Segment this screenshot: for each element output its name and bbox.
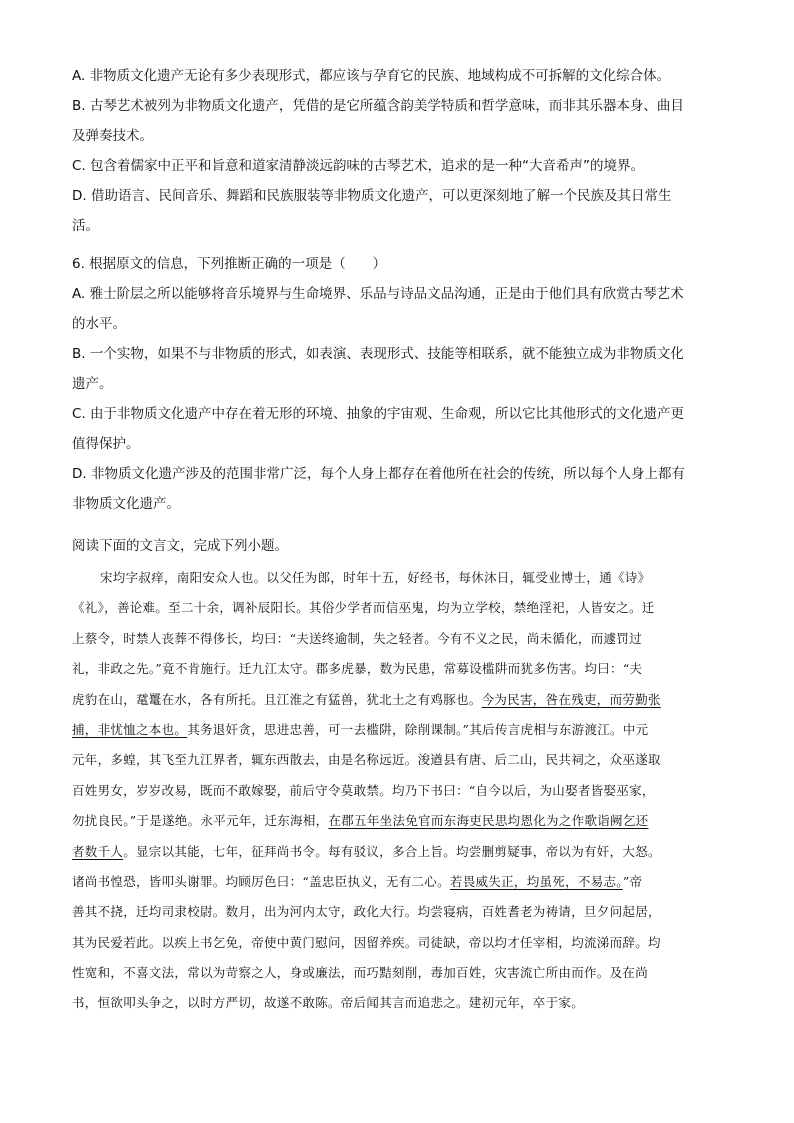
reading-instruction: 阅读下面的文言文，完成下列小题。 <box>72 538 288 554</box>
passage-line <box>72 776 722 806</box>
option-line: 活。 <box>72 218 99 234</box>
question-6-stem: 6. 根据原文的信息，下列推断正确的一项是（ ） <box>72 256 387 272</box>
option-line: D. 借助语言、民间音乐、舞蹈和民族服装等非物质文化遗产，可以更深刻地了解一个民族及其日常生 <box>72 188 672 204</box>
option-line: A. 雅士阶层之所以能够将音乐境界与生命境界、乐品与诗品文品沟通，正是由于他们具有欣赏古琴艺术 <box>72 286 684 302</box>
passage-text: 勿扰良民。”于是遂绝。永平元年，迁东海相， <box>72 813 329 829</box>
option-line: C. 包含着儒家中正平和旨意和道家清静淡远韵味的古琴艺术，追求的是一种“大音希声”的境界。 <box>72 158 644 174</box>
answer-option <box>72 181 722 241</box>
answer-option <box>72 339 722 399</box>
question-6 <box>72 249 722 519</box>
passage-line <box>72 988 722 1018</box>
option-line: D. 非物质文化遗产涉及的范围非常广泛，每个人身上都存在着他所在社会的传统，所以每个人身上都有 <box>72 466 685 482</box>
passage-text: 元年，多蝗，其飞至九江界者，辄东西散去，由是名称远近。浚遒县有唐、后二山，民共祠之，众巫遂取 <box>72 752 661 768</box>
question-5-options <box>72 61 722 241</box>
passage-line <box>72 715 722 745</box>
passage-line <box>72 593 722 623</box>
option-line: 及弹奏技术。 <box>72 128 153 144</box>
passage-text: 书，恒欲叩头争之，以时方严切，故遂不敢陈。帝后闻其言而追悲之。建初元年，卒于家。 <box>72 995 585 1011</box>
passage-text: 礼，非政之先。”竟不肯施行。迁九江太守。郡多虎暴，数为民患，常募设槛阱而犹多伤害。均曰：“夫 <box>72 661 643 677</box>
passage-text: 诸尚书惶恐，皆叩头谢罪。均顾厉色曰：“盖忠臣执义，无有二心。 <box>72 873 450 889</box>
underlined-sentence: 今为民害，咎在残吏，而劳勤张 <box>481 691 661 707</box>
answer-option <box>72 151 722 181</box>
option-line: B. 一个实物，如果不与非物质的形式，如表演、表现形式、技能等相联系，就不能独立成为非物质文化 <box>72 346 684 362</box>
passage-text: ”帝 <box>622 873 643 889</box>
answer-option <box>72 399 722 459</box>
passage-text: 百姓男女，岁岁改易，既而不敢嫁娶，前后守令莫敢禁。均乃下书曰：“自今以后，为山娶者皆娶巫家， <box>72 782 655 798</box>
passage-text: 性宽和，不喜文法，常以为苛察之人，身或廉法，而巧黠刻削，毒加百姓，灾害流亡所由而作。及在尚 <box>72 965 649 981</box>
answer-option <box>72 61 722 91</box>
passage-line <box>72 897 722 927</box>
passage-line <box>72 563 722 593</box>
passage-text: 虎豹在山，鼋鼍在水，各有所托。且江淮之有猛兽，犹北土之有鸡豚也。 <box>72 691 482 707</box>
passage-line <box>72 654 722 684</box>
option-line: 的水平。 <box>72 316 126 332</box>
underlined-sentence: 若畏威失正，均虽死，不易志。 <box>449 873 623 889</box>
option-line: 值得保护。 <box>72 436 140 452</box>
passage-line <box>72 867 722 897</box>
passage-line <box>72 624 722 654</box>
option-line: 遗产。 <box>72 376 113 392</box>
passage-text: 宋均字叔痒，南阳安众人也。以父任为郎，时年十五，好经书，每休沐日，辄受业博士，通《诗》 <box>100 570 651 585</box>
answer-option <box>72 91 722 151</box>
passage-text: 其务退奸贪，思进忠善，可一去槛阱，除削课制。”其后传言虎相与东游渡江。中元 <box>187 721 649 737</box>
option-line: 非物质文化遗产。 <box>72 496 180 512</box>
passage-text: 《礼》，善论难。至二十余，调补辰阳长。其俗少学者而信巫鬼，均为立学校，禁绝淫祀，人皆安之。迁 <box>72 600 655 616</box>
passage-text: 其为民爱若此。以疾上书乞免，帝使中黄门慰问，因留养疾。司徒缺，帝以均才任宰相，均流涕而辞。均 <box>72 934 661 950</box>
answer-option <box>72 279 722 339</box>
passage-line <box>72 745 722 775</box>
passage-text: 。显宗以其能，七年，征拜尚书令。每有驳议，多合上旨。均尝删剪疑事，帝以为有奸，大怒。 <box>123 843 661 859</box>
question-6-options <box>72 279 722 519</box>
passage-text: 善其不挠，迁均司隶校尉。数月，出为河内太守，政化大行。均尝寝病，百姓耆老为祷请，旦夕问起居， <box>72 904 661 920</box>
passage-line <box>72 837 722 867</box>
passage-line <box>72 958 722 988</box>
passage-line <box>72 685 722 715</box>
underlined-sentence: 在郡五年坐法免官而东海吏民思均恩化为之作歌诣阙乞还 <box>328 813 649 829</box>
passage-line <box>72 806 722 836</box>
classical-chinese-passage <box>72 563 722 1019</box>
option-line: A. 非物质文化遗产无论有多少表现形式，都应该与孕育它的民族、地域构成不可拆解的文化综合体。 <box>72 68 671 84</box>
option-line: B. 古琴艺术被列为非物质文化遗产，凭借的是它所蕴含韵美学特质和哲学意味，而非其乐器本身、曲目 <box>72 98 684 114</box>
answer-option <box>72 459 722 519</box>
passage-line <box>72 928 722 958</box>
option-line: C. 由于非物质文化遗产中存在着无形的环境、抽象的宇宙观、生命观，所以它比其他形式的文化遗产更 <box>72 406 685 422</box>
underlined-sentence: 者数千人 <box>72 843 124 859</box>
underlined-sentence: 捕，非忧恤之本也。 <box>72 721 188 737</box>
passage-text: 上蔡令，时禁人丧葬不得侈长，均曰：“夫送终逾制，失之轻者。今有不义之民，尚未循化，而遽罚过 <box>72 630 642 646</box>
